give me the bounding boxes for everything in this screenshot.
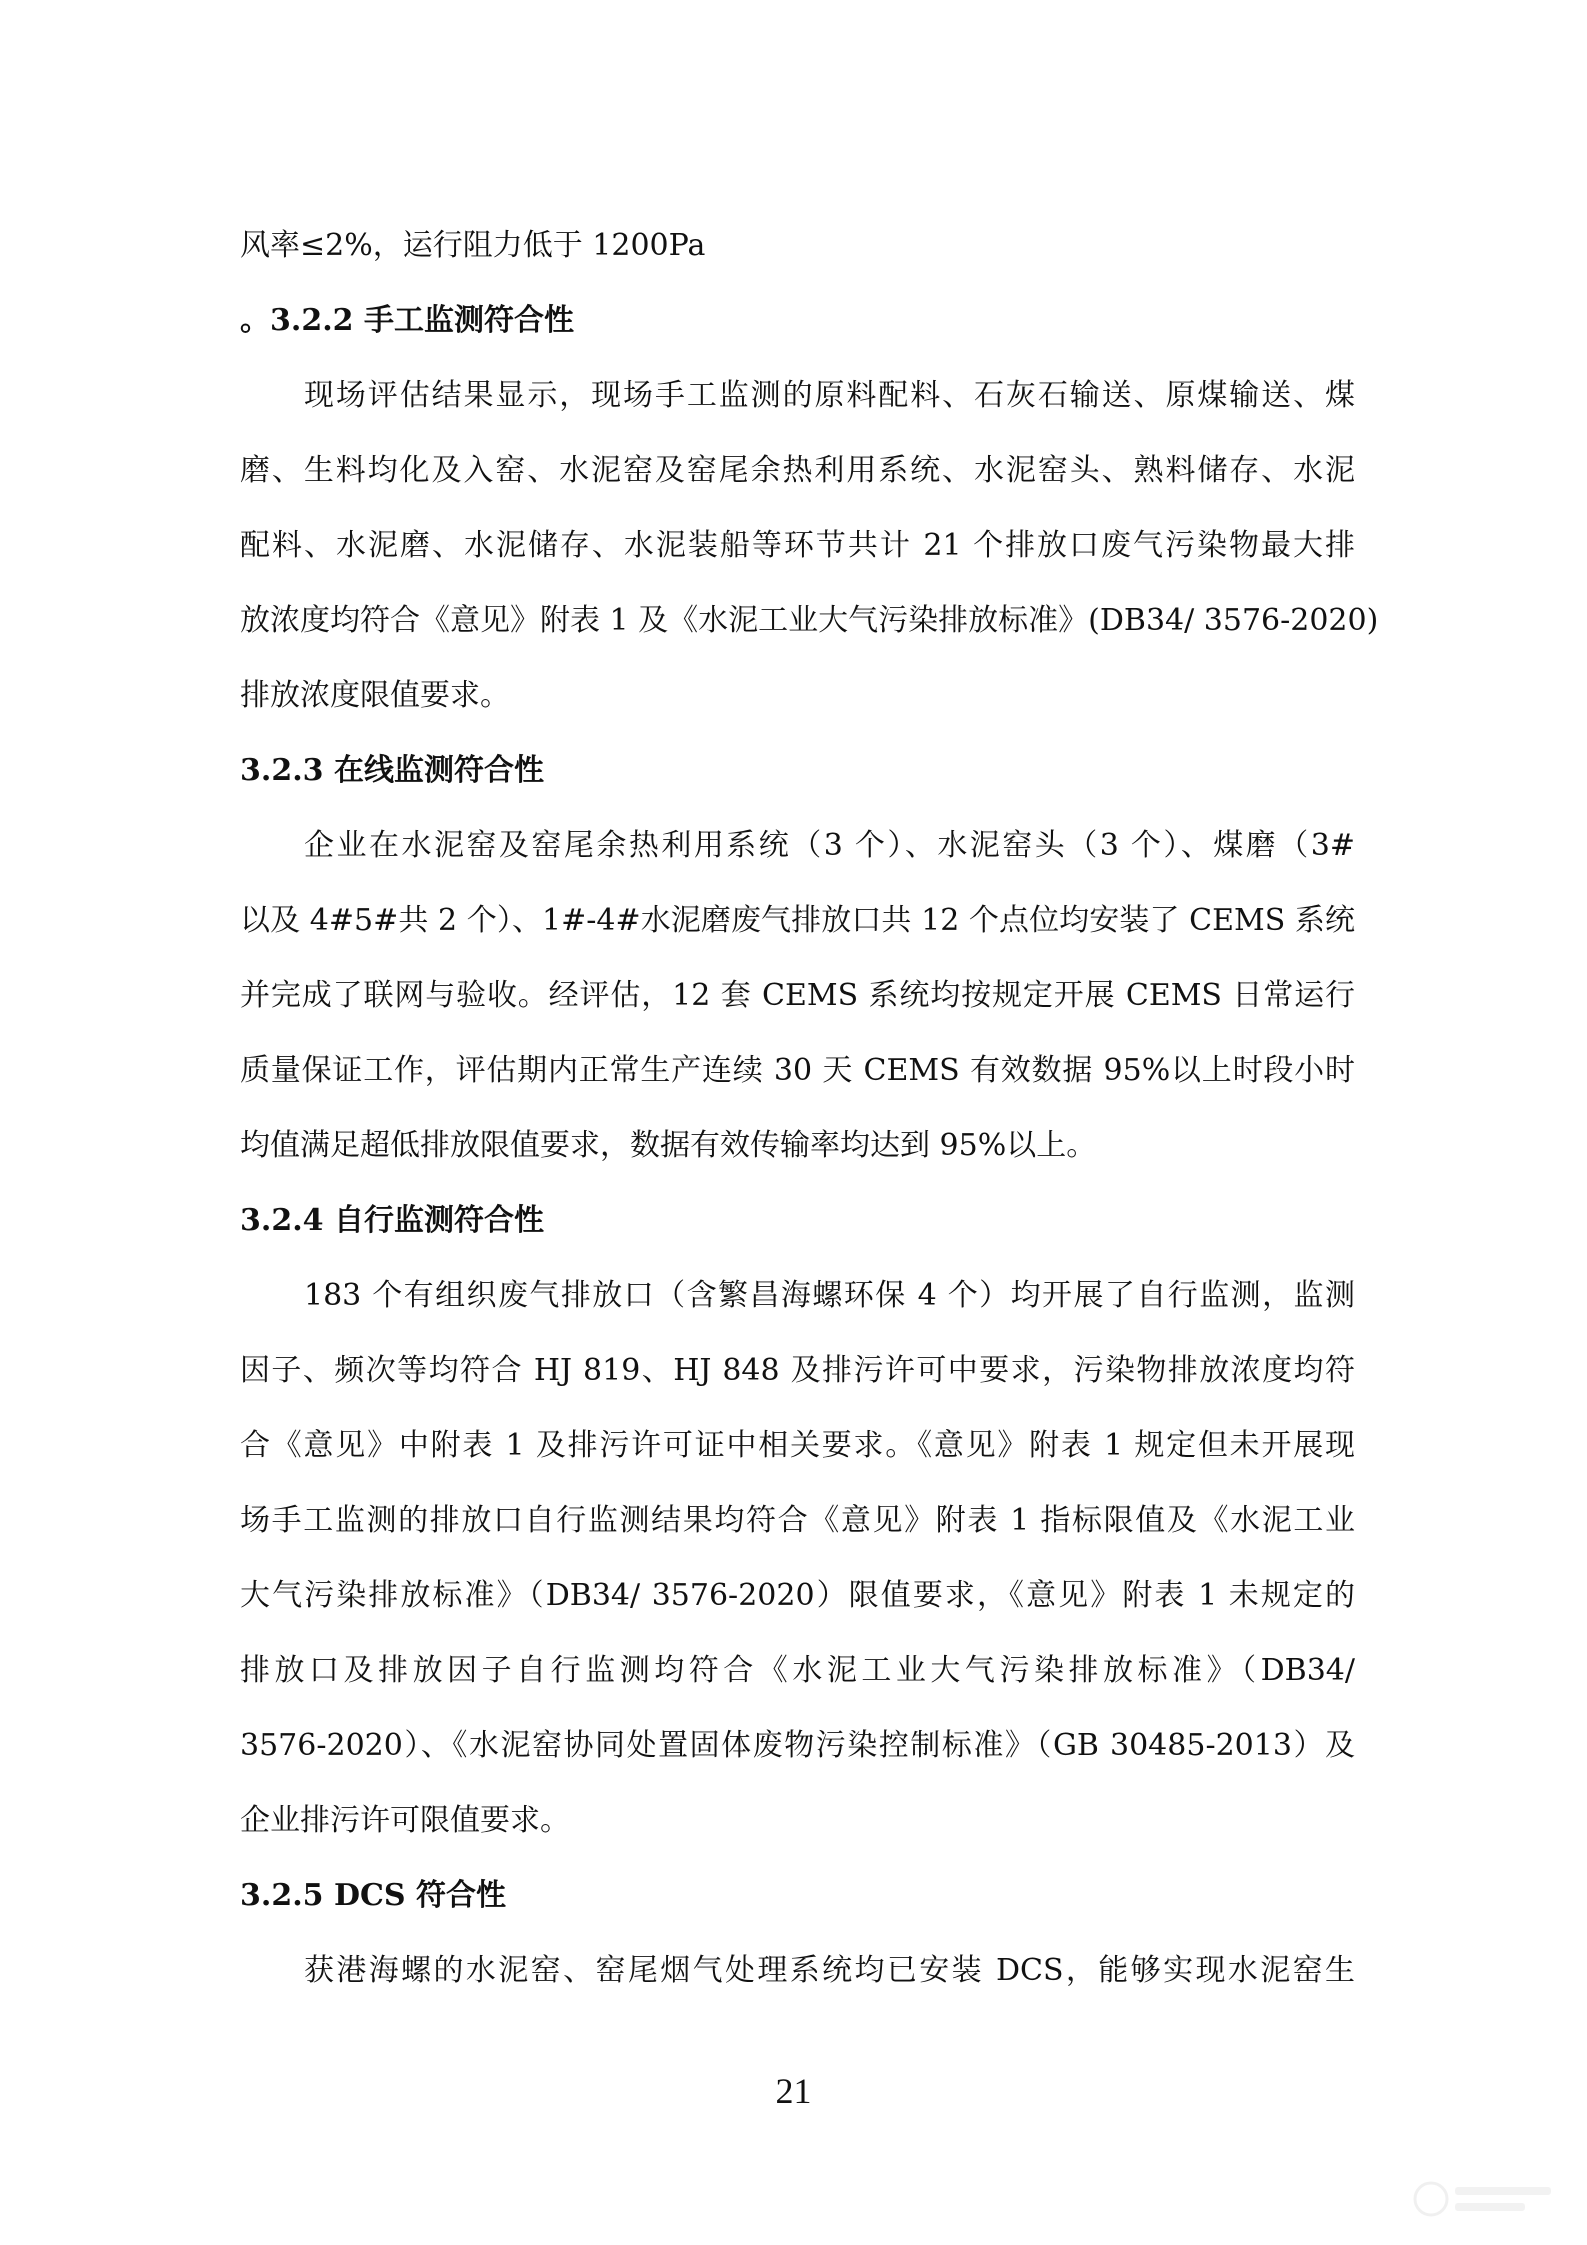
- paragraph-line: 企业排污许可限值要求。: [240, 1803, 570, 1838]
- section-heading-3-2-3: 3.2.3 在线监测符合性: [240, 753, 544, 788]
- section-heading-3-2-2: 。3.2.2 手工监测符合性: [240, 303, 574, 338]
- paragraph-line: 企业在水泥窑及窑尾余热利用系统（3 个）、水泥窑头（3 个）、煤磨（3#: [304, 828, 1355, 863]
- paragraph-line: 排放口及排放因子自行监测均符合《水泥工业大气污染排放标准》（DB34/: [240, 1653, 1355, 1688]
- paragraph-line: 磨、生料均化及入窑、水泥窑及窑尾余热利用系统、水泥窑头、熟料储存、水泥: [240, 453, 1355, 488]
- page-body: [240, 208, 1379, 2008]
- paragraph-line: 以及 4#5#共 2 个）、1#-4#水泥磨废气排放口共 12 个点位均安装了 CEMS 系统: [240, 903, 1355, 938]
- paragraph-line: 放浓度均符合《意见》附表 1 及《水泥工业大气污染排放标准》(DB34/ 3576-2020): [240, 603, 1379, 638]
- paragraph-line: 配料、水泥磨、水泥储存、水泥装船等环节共计 21 个排放口废气污染物最大排: [240, 528, 1355, 563]
- continuation-line: 风率≤2%，运行阻力低于 1200Pa: [240, 228, 706, 263]
- paragraph-line: 183 个有组织废气排放口（含繁昌海螺环保 4 个）均开展了自行监测，监测: [304, 1278, 1355, 1313]
- paragraph-line: 3576-2020）、《水泥窑协同处置固体废物污染控制标准》（GB 30485-2013）及: [240, 1728, 1355, 1763]
- section-heading-3-2-5: 3.2.5 DCS 符合性: [240, 1878, 506, 1913]
- watermark-logo-icon: [1411, 2171, 1561, 2227]
- paragraph-line: 合《意见》中附表 1 及排污许可证中相关要求。《意见》附表 1 规定但未开展现: [240, 1428, 1355, 1463]
- paragraph-line: 均值满足超低排放限值要求，数据有效传输率均达到 95%以上。: [240, 1128, 1097, 1163]
- paragraph-line: 并完成了联网与验收。经评估，12 套 CEMS 系统均按规定开展 CEMS 日常运行: [240, 978, 1355, 1013]
- paragraph-line: 大气污染排放标准》（DB34/ 3576-2020）限值要求，《意见》附表 1 未规定的: [240, 1578, 1355, 1613]
- paragraph-line: 场手工监测的排放口自行监测结果均符合《意见》附表 1 指标限值及《水泥工业: [240, 1503, 1355, 1538]
- paragraph-line: 获港海螺的水泥窑、窑尾烟气处理系统均已安装 DCS，能够实现水泥窑生: [304, 1953, 1355, 1988]
- page-number: 21: [775, 2071, 812, 2111]
- paragraph-line: 排放浓度限值要求。: [240, 678, 510, 713]
- paragraph-line: 因子、频次等均符合 HJ 819、HJ 848 及排污许可中要求，污染物排放浓度均符: [240, 1353, 1355, 1388]
- paragraph-line: 质量保证工作，评估期内正常生产连续 30 天 CEMS 有效数据 95%以上时段小时: [240, 1053, 1355, 1088]
- section-heading-3-2-4: 3.2.4 自行监测符合性: [240, 1203, 544, 1238]
- paragraph-line: 现场评估结果显示，现场手工监测的原料配料、石灰石输送、原煤输送、煤: [304, 378, 1355, 413]
